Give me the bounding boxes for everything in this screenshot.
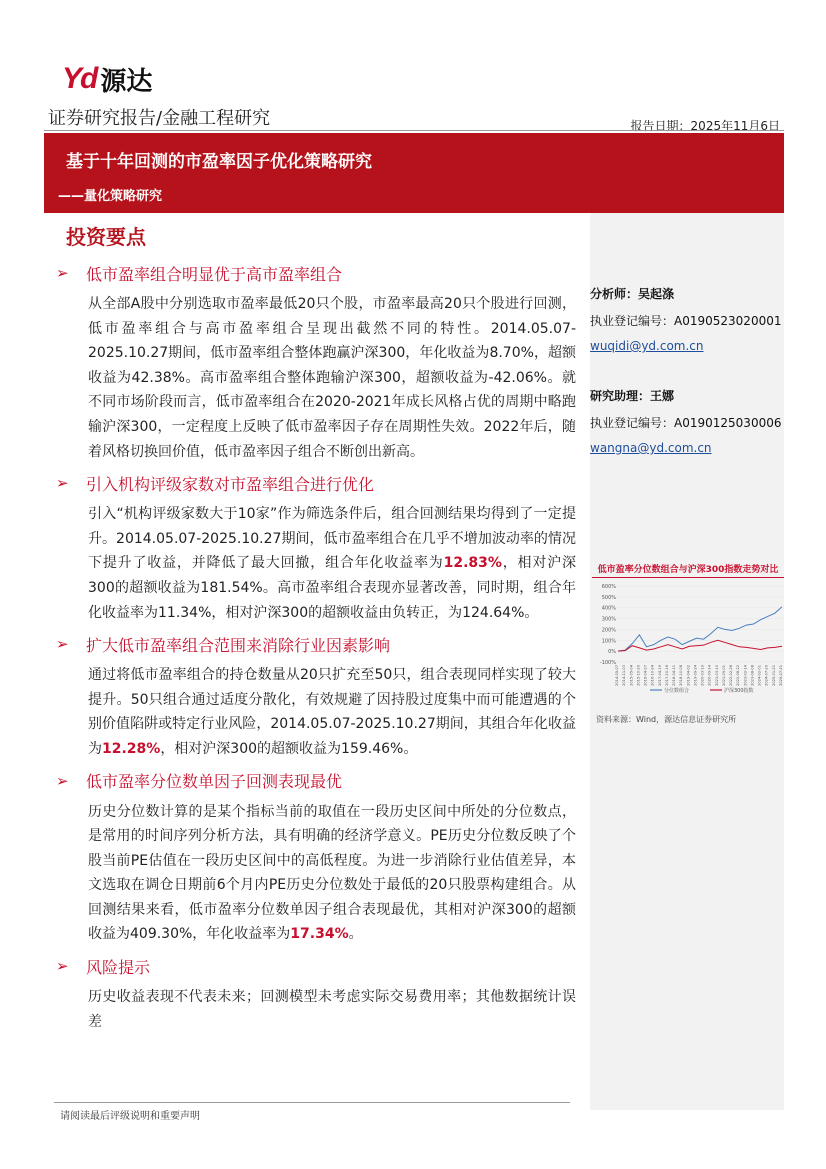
point-heading: [56, 468, 576, 498]
heading-text: 风险提示: [86, 957, 151, 977]
chart-xtick-label: 2020-03-19: [700, 665, 705, 686]
reg-label: 执业登记编号：: [590, 314, 675, 328]
chart-xtick-label: 2022-08-22: [736, 665, 741, 686]
chart-xtick-label: 2017-10-16: [664, 665, 669, 686]
point-heading: [56, 951, 576, 981]
section-title: 投资要点: [66, 225, 146, 249]
analyst-role: 分析师：: [590, 287, 639, 301]
report-title: 基于十年回测的市盈率因子优化策略研究: [66, 152, 372, 172]
highlight-value: 17.34%: [290, 926, 349, 943]
point-heading: [56, 629, 576, 659]
analyst-role-line: [590, 285, 781, 302]
chart-series-line: [618, 640, 782, 651]
footer-divider: [54, 1102, 570, 1103]
chart-xtick-label: 2017-04-19: [657, 665, 662, 686]
point-heading: [56, 258, 576, 288]
reg-number: A0190523020001: [674, 314, 782, 328]
highlight-value: 12.83%: [443, 555, 502, 572]
chart-xtick-label: 2021-03-10: [714, 665, 719, 686]
analyst-email-link[interactable]: wangna@yd.com.cn: [590, 441, 712, 455]
analyst-name: 王娜: [650, 389, 675, 403]
point-heading: [56, 766, 576, 796]
logo-text: 源达: [100, 66, 153, 97]
text-part: 历史分位数计算的是某个指标当前的取值在一段历史区间中所处的分位数点，是常用的时间序列分析方法，具有明确的经济学意义。PE历史分位数反映了个股当前PE估值在一段历史区间中的高低程度。为进一步消除行业估值差异，本文选取在调仓日期前6个月内PE历史分位数处于最低的20只股票构建组合。从回测结果来看，低市盈率分位数单因子组合表现最优，其相对沪深300的超额收益为409.30%，年化收益率为: [88, 803, 576, 943]
chart-xtick-label: 2025-07-21: [779, 665, 783, 686]
chart-title: 低市盈率分位数组合与沪深300指数走势对比: [592, 562, 784, 578]
text-part: 通过将低市盈率组合的持仓数量从20只扩充至50只，组合表现同样实现了较大提升。50只组合通过适度分散化，有效规避了因持股过度集中而可能遭遇的个别价值陷阱或特定行业风险，2014.05.07-2025.10.27期间，其组合年化收益为: [88, 667, 576, 757]
chart-source: 资料来源：Wind，源达信息证券研究所: [596, 715, 737, 724]
chart-ytick-label: 0%: [608, 649, 616, 656]
title-banner: [44, 133, 784, 213]
report-date: 报告日期：2025年11月6日: [630, 119, 780, 133]
chart-xtick-label: 2015-05-04: [629, 665, 634, 686]
analyst-reg-line: [590, 414, 781, 431]
point-text: [56, 663, 576, 761]
chart-xtick-label: 2024-02-01: [757, 665, 762, 686]
arrow-icon: ➢: [56, 771, 69, 790]
chart-ytick-label: 500%: [601, 594, 616, 601]
analyst-card: [590, 285, 781, 353]
analyst-role-line: [590, 387, 781, 404]
chart-xtick-label: 2019-04-02: [686, 665, 691, 686]
chart-ytick-label: 300%: [601, 616, 616, 623]
chart-ytick-label: 400%: [601, 605, 616, 612]
logo-mark: Yd: [62, 62, 97, 95]
chart-xtick-label: 2023-08-08: [750, 665, 755, 686]
chart-legend-label: 分位数组合: [664, 688, 690, 694]
arrow-icon: ➢: [56, 957, 69, 976]
report-type: 证券研究报告/金融工程研究: [48, 108, 271, 129]
report-subtitle: ——量化策略研究: [58, 189, 163, 204]
analyst-reg-line: [590, 312, 781, 329]
point-text: [56, 800, 576, 948]
chart-xtick-label: 2016-04-27: [643, 665, 648, 686]
text-part: 引入“机构评级家数大于10家”作为筛选条件后，组合回测结果均得到了一定提升。2014.05.07-2025.10.27期间，低市盈率组合在几乎不增加波动率的情况下提升了收益，并降低了最大回撤，组合年化收益率为: [88, 506, 576, 572]
chart-xtick-label: 2025-01-21: [771, 665, 776, 686]
chart-xtick-label: 2022-02-28: [729, 665, 734, 686]
performance-chart: [592, 562, 784, 697]
analyst-email-link[interactable]: wuqidi@yd.com.cn: [590, 339, 704, 353]
chart-xtick-label: 2023-02-14: [743, 665, 748, 686]
chart-xtick-label: 2019-09-24: [693, 665, 698, 686]
chart-ytick-label: -100%: [599, 660, 616, 666]
chart-xtick-label: 2021-09-01: [721, 665, 726, 686]
company-logo: [62, 62, 152, 96]
chart-legend-label: 沪深300指数: [724, 688, 754, 694]
chart-ytick-label: 200%: [601, 627, 616, 634]
header-divider: [44, 130, 784, 131]
chart-series-line: [618, 607, 782, 651]
text-part: ，相对沪深300的超额收益为181.54%。高市盈率组合表现亦显著改善，同时期，组合年化收益率为11.34%，相对沪深300的超额收益由负转正，为124.64%。: [88, 555, 577, 621]
point-text: [56, 502, 576, 625]
chart-xtick-label: 2024-07-29: [764, 665, 769, 686]
chart-ytick-label: 600%: [601, 584, 616, 590]
highlight-value: 12.28%: [102, 740, 161, 757]
chart-plot: [592, 578, 784, 696]
text-part: ，相对沪深300的超额收益为159.46%。: [160, 740, 418, 757]
chart-xtick-label: 2020-09-14: [707, 665, 712, 686]
chart-xtick-label: 2016-10-24: [650, 665, 655, 686]
analyst-role: 研究助理：: [590, 389, 651, 403]
footer-note: 请阅读最后评级说明和重要声明: [60, 1111, 200, 1122]
chart-xtick-label: 2018-04-11: [672, 665, 677, 686]
chart-xtick-label: 2015-10-29: [636, 665, 641, 686]
text-part: 。: [348, 926, 363, 943]
heading-text: 扩大低市盈率组合范围来消除行业因素影响: [86, 635, 391, 655]
reg-label: 执业登记编号：: [590, 416, 675, 430]
chart-xtick-label: 2018-10-08: [679, 665, 684, 686]
analyst-name: 吴起涤: [638, 287, 675, 301]
point-text: 从全部A股中分别选取市盈率最低20只个股，市盈率最高20只个股进行回测，低市盈率组合与高市盈率组合呈现出截然不同的特性。2014.05.07-2025.10.27期间，低市盈率组合整体跑赢沪深300，年化收益为8.70%，超额收益为42.38%。高市盈率组合整体跑输沪深300，超额收益为-42.06%。就不同市场阶段而言，低市盈率组合在2020-2021年成长风格占优的周期中略跑输沪深300，一定程度上反映了低市盈率因子存在周期性失效。2022年后，随着风格切换回价值，低市盈率因子组合不断创出新高。: [88, 296, 576, 460]
key-points: [56, 258, 576, 1038]
chart-ytick-label: 100%: [601, 638, 616, 645]
heading-text: 低市盈率组合明显优于高市盈率组合: [86, 264, 343, 284]
arrow-icon: ➢: [56, 635, 69, 654]
arrow-icon: ➢: [56, 264, 69, 282]
heading-text: 低市盈率分位数单因子回测表现最优: [86, 772, 343, 791]
reg-number: A0190125030006: [674, 416, 782, 430]
heading-text: 引入机构评级家数对市盈率组合进行优化: [86, 474, 375, 494]
point-text: 历史收益表现不代表未来；回测模型未考虑实际交易费用率；其他数据统计误差: [88, 989, 576, 1030]
chart-xtick-label: 2014-05-07: [615, 665, 619, 686]
chart-xtick-label: 2014-11-03: [622, 665, 627, 686]
arrow-icon: ➢: [56, 474, 69, 493]
assistant-card: [590, 387, 781, 455]
